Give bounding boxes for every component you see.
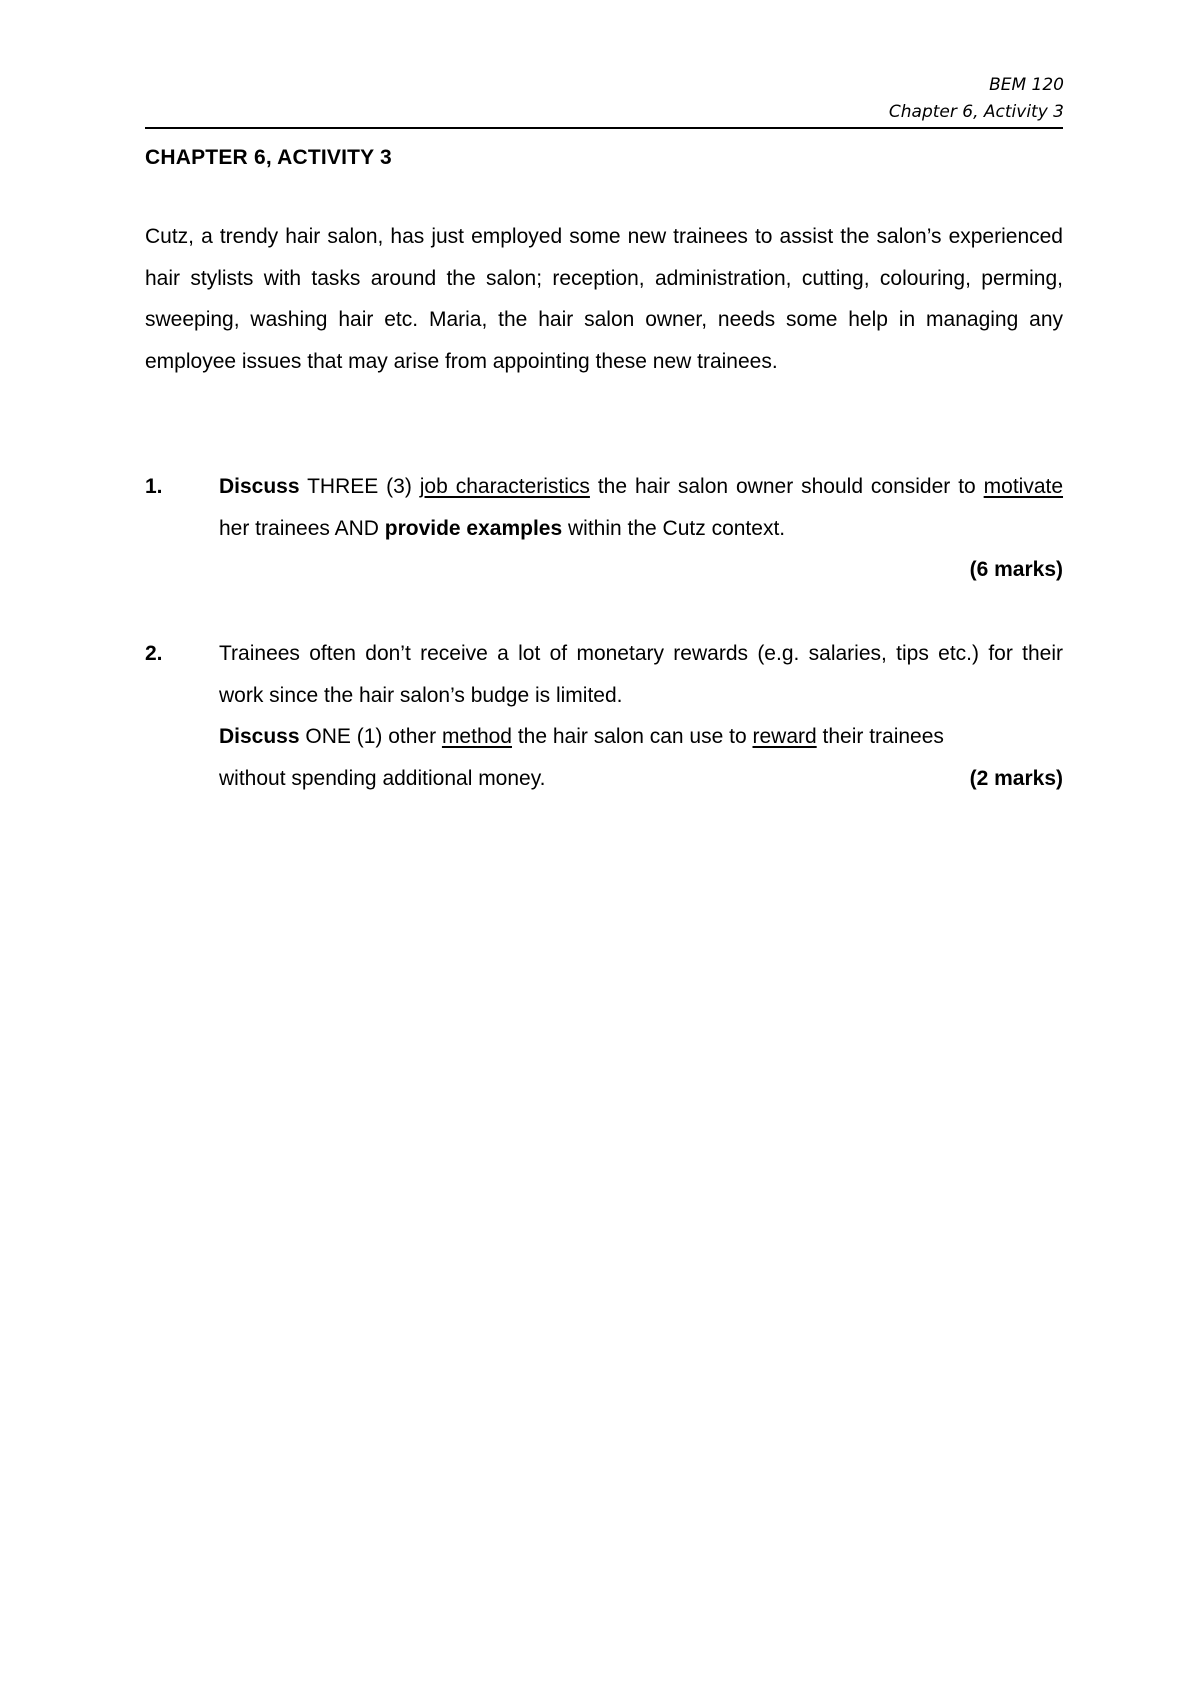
question-text-segment: her trainees AND — [219, 516, 385, 540]
underlined-term: motivate — [983, 475, 1064, 498]
underlined-term: reward — [752, 725, 817, 748]
question-text — [219, 466, 1063, 549]
question-number: 2. — [145, 642, 163, 665]
question-text-segment: THREE (3) — [299, 475, 420, 498]
question-text-line — [219, 716, 1063, 758]
underlined-term: job characteristics — [419, 475, 590, 498]
question-keyword: Discuss — [219, 725, 300, 748]
question-text-segment: their trainees — [816, 725, 944, 748]
question-text-segment: the hair salon can use to — [511, 725, 753, 748]
question-text — [219, 633, 1063, 799]
header-course-code: BEM 120 — [989, 75, 1064, 95]
question-marks: (6 marks) — [969, 558, 1063, 581]
question-text-segment: Trainees often don’t receive a lot of monetary rewards (e.g. salaries, tips etc.) for their work since the hair salon’s budge is limited. — [219, 642, 1063, 707]
question-last-line — [219, 758, 1063, 800]
question-text-segment: ONE (1) other — [299, 725, 442, 748]
question-text-segment: without spending additional money. — [219, 766, 546, 790]
question-text-segment: within the Cutz context. — [562, 516, 786, 540]
question-marks: (2 marks) — [969, 766, 1063, 790]
question-text-segment: the hair salon owner should consider to — [589, 475, 984, 498]
underlined-term: method — [441, 725, 512, 748]
question-keyword: Discuss — [219, 475, 300, 498]
header-subtitle: Chapter 6, Activity 3 — [888, 102, 1064, 122]
question-2 — [145, 633, 1063, 799]
question-number: 1. — [145, 475, 163, 498]
page-title: CHAPTER 6, ACTIVITY 3 — [145, 146, 392, 169]
question-1 — [145, 466, 1063, 591]
header-rule — [145, 127, 1063, 129]
page-header — [889, 72, 1064, 126]
intro-paragraph: Cutz, a trendy hair salon, has just employed some new trainees to assist the salon’s experienced hair stylists with tasks around the salon; reception, administration, cutting, colouring, perming, sweeping, washing hair etc. Maria, the hair salon owner, needs some help in managing any employee issues that may arise from appointing these new trainees. — [145, 225, 1063, 373]
question-keyword: provide examples — [384, 516, 563, 540]
